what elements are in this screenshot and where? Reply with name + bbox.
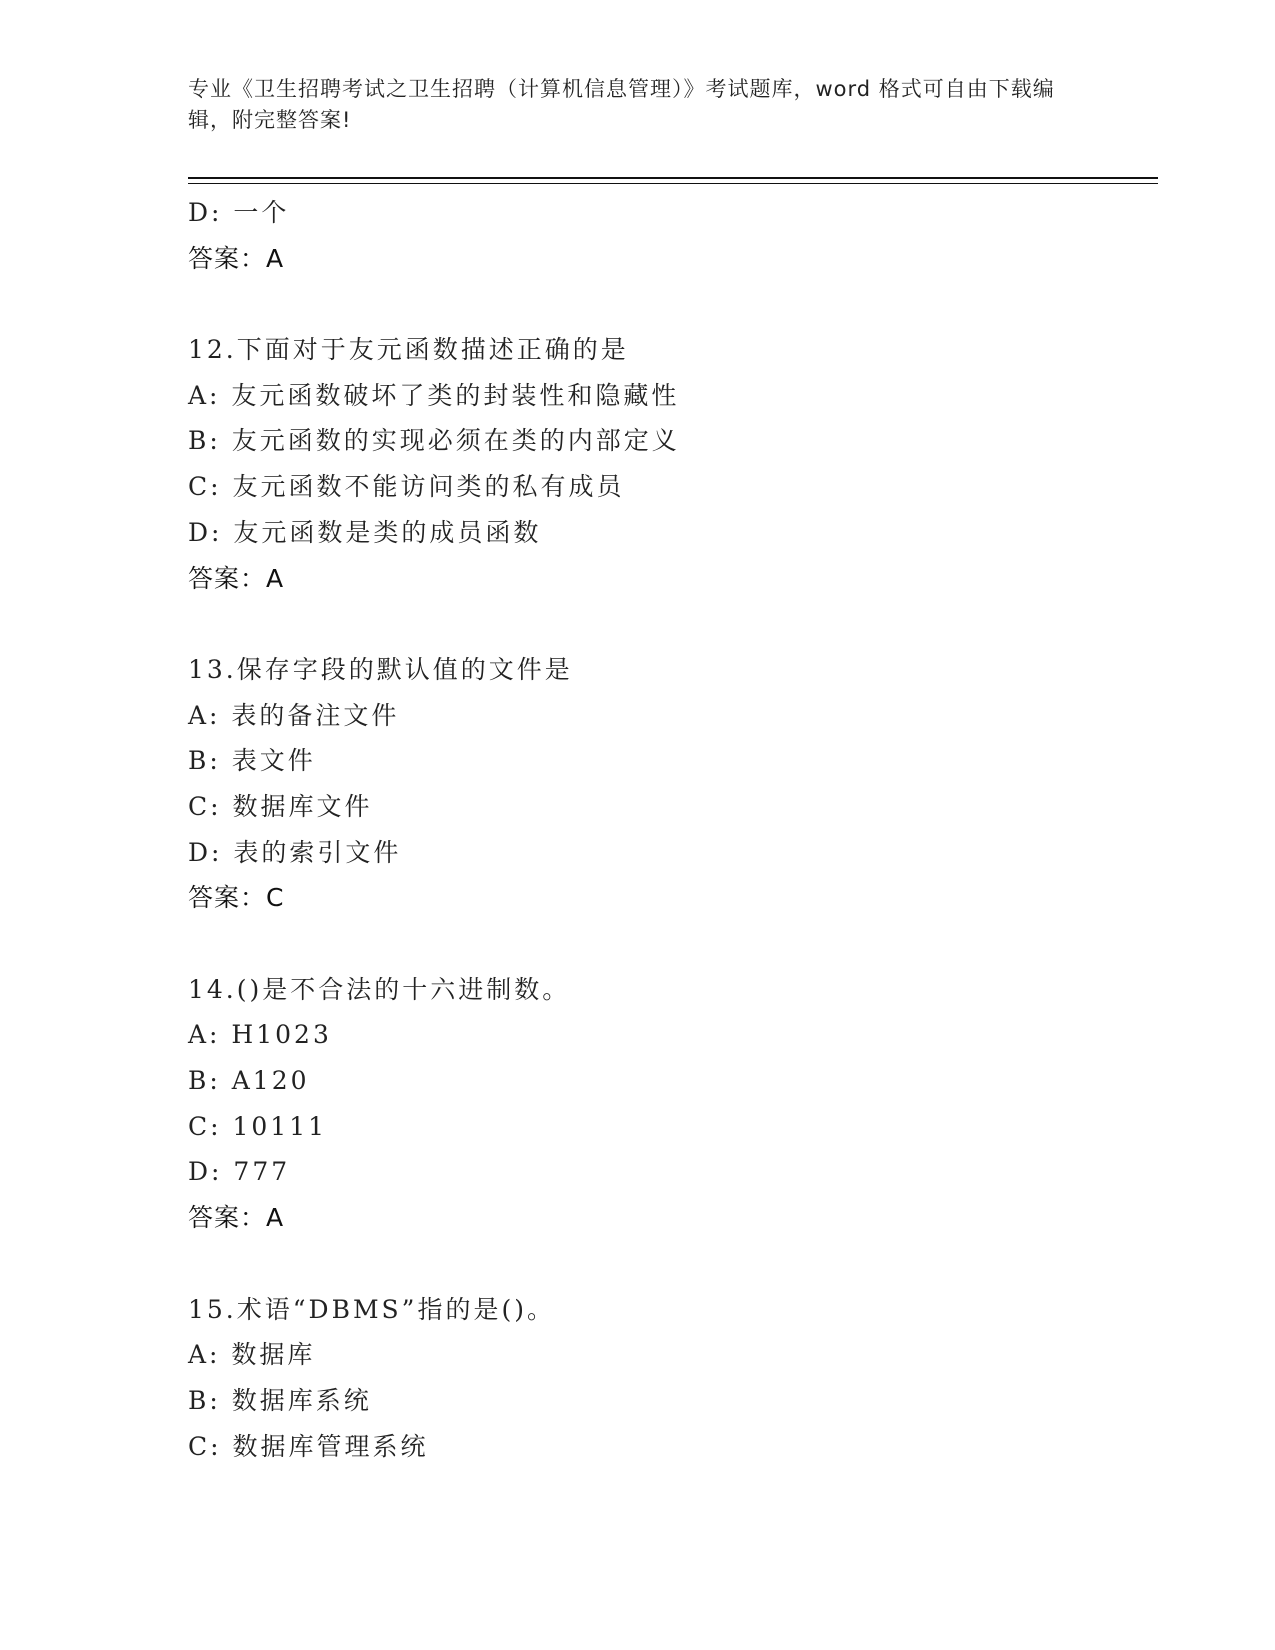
question-option: A: 表的备注文件: [188, 700, 400, 730]
question-option: C: 10111: [188, 1111, 328, 1141]
spacer: [188, 601, 1158, 647]
question-stem: 13.保存字段的默认值的文件是: [188, 654, 573, 684]
spacer: [188, 1241, 1158, 1287]
question-stem: 12.下面对于友元函数描述正确的是: [188, 335, 629, 365]
question-option: C: 数据库管理系统: [188, 1431, 429, 1461]
spacer: [188, 921, 1158, 967]
question-block: [188, 967, 1158, 1241]
question-option: D: 777: [188, 1157, 291, 1187]
question-option: D: 友元函数是类的成员函数: [188, 517, 542, 547]
question-stem: 15.术语“DBMS”指的是()。: [188, 1294, 555, 1324]
header-rule-thick: [188, 177, 1158, 179]
question-block: [188, 1287, 1158, 1470]
question-answer: 答案：C: [188, 883, 285, 913]
question-option: B: 数据库系统: [188, 1385, 372, 1415]
question-option: D: 表的索引文件: [188, 837, 402, 867]
question-option: D: 一个: [188, 198, 290, 227]
header-rule-thin: [188, 183, 1158, 184]
spacer: [188, 281, 1158, 327]
question-option: B: 友元函数的实现必须在类的内部定义: [188, 426, 680, 456]
question-stem: 14.()是不合法的十六进制数。: [188, 974, 571, 1004]
question-answer: 答案：A: [188, 563, 285, 593]
question-block: [188, 647, 1158, 921]
question-option: A: 友元函数破坏了类的封装性和隐藏性: [188, 380, 680, 410]
question-option: B: 表文件: [188, 746, 316, 776]
question-option: C: 友元函数不能访问类的私有成员: [188, 472, 625, 502]
question-option: B: A120: [188, 1066, 310, 1096]
question-list: [188, 190, 1158, 1469]
document-header: 专业《卫生招聘考试之卫生招聘（计算机信息管理）》考试题库，word 格式可自由下载编辑，附完整答案!: [188, 77, 1055, 132]
question-option: A: 数据库: [188, 1340, 316, 1370]
question-answer: 答案：A: [188, 243, 285, 273]
question-answer: 答案：A: [188, 1203, 285, 1233]
question-option: C: 数据库文件: [188, 791, 373, 821]
question-option: A: H1023: [188, 1020, 332, 1050]
question-block: [188, 327, 1158, 601]
